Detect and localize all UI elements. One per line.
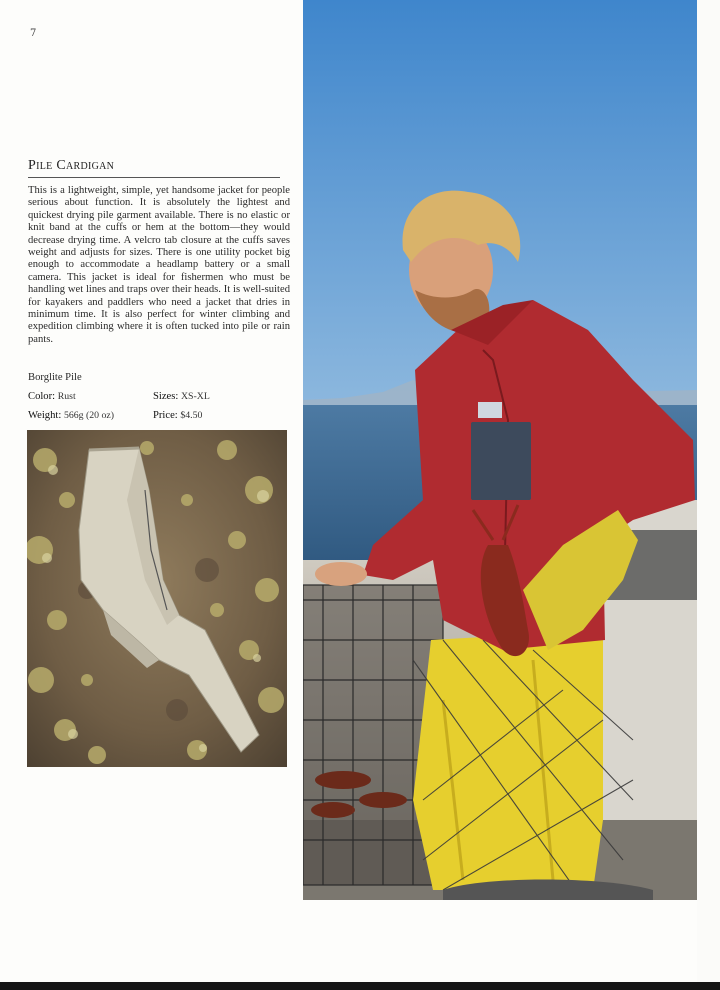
page-margin-right	[697, 0, 720, 982]
spec-color	[28, 391, 76, 402]
spec-price-value: $4.50	[180, 410, 203, 421]
scan-edge	[0, 982, 720, 990]
material-name: Borglite Pile	[28, 372, 82, 383]
product-description: This is a lightweight, simple, yet handsome jacket for people serious about function. It is absolutely the lightest and quickest drying pile garment available. There is no elastic or knit band at the cuffs or hem at the bottom—they would decrease drying time. A velcro tab closure at the cuffs saves weight and adjusts for sizes. There is one utility pocket big enough to accommodate a headlamp battery or a small camera. This jacket is ideal for fishermen who must be handling wet lines and traps over their heads. It is well-suited for kayakers and paddlers who need a jacket that dries in minimum time. It is also perfect for winter climbing and expedition climbing where it is often tucked into pile or rain pants.	[28, 185, 290, 345]
page-number: 7	[30, 28, 37, 39]
main-photo	[303, 0, 697, 900]
spec-sizes-label: Sizes:	[153, 391, 179, 402]
pants-photo	[27, 430, 287, 767]
spec-sizes	[153, 391, 210, 402]
spec-price	[153, 410, 202, 421]
spec-color-value: Rust	[57, 391, 76, 402]
spec-weight-label: Weight:	[28, 410, 62, 421]
pants-photo-graphic	[27, 430, 287, 767]
spec-sizes-value: XS-XL	[180, 391, 210, 402]
spec-price-label: Price:	[153, 410, 178, 421]
main-photo-graphic	[303, 0, 697, 900]
spec-weight-value: 566g (20 oz)	[63, 410, 114, 421]
product-title: Pile Cardigan	[28, 158, 280, 178]
spec-color-label: Color:	[28, 391, 56, 402]
spec-weight	[28, 410, 114, 421]
